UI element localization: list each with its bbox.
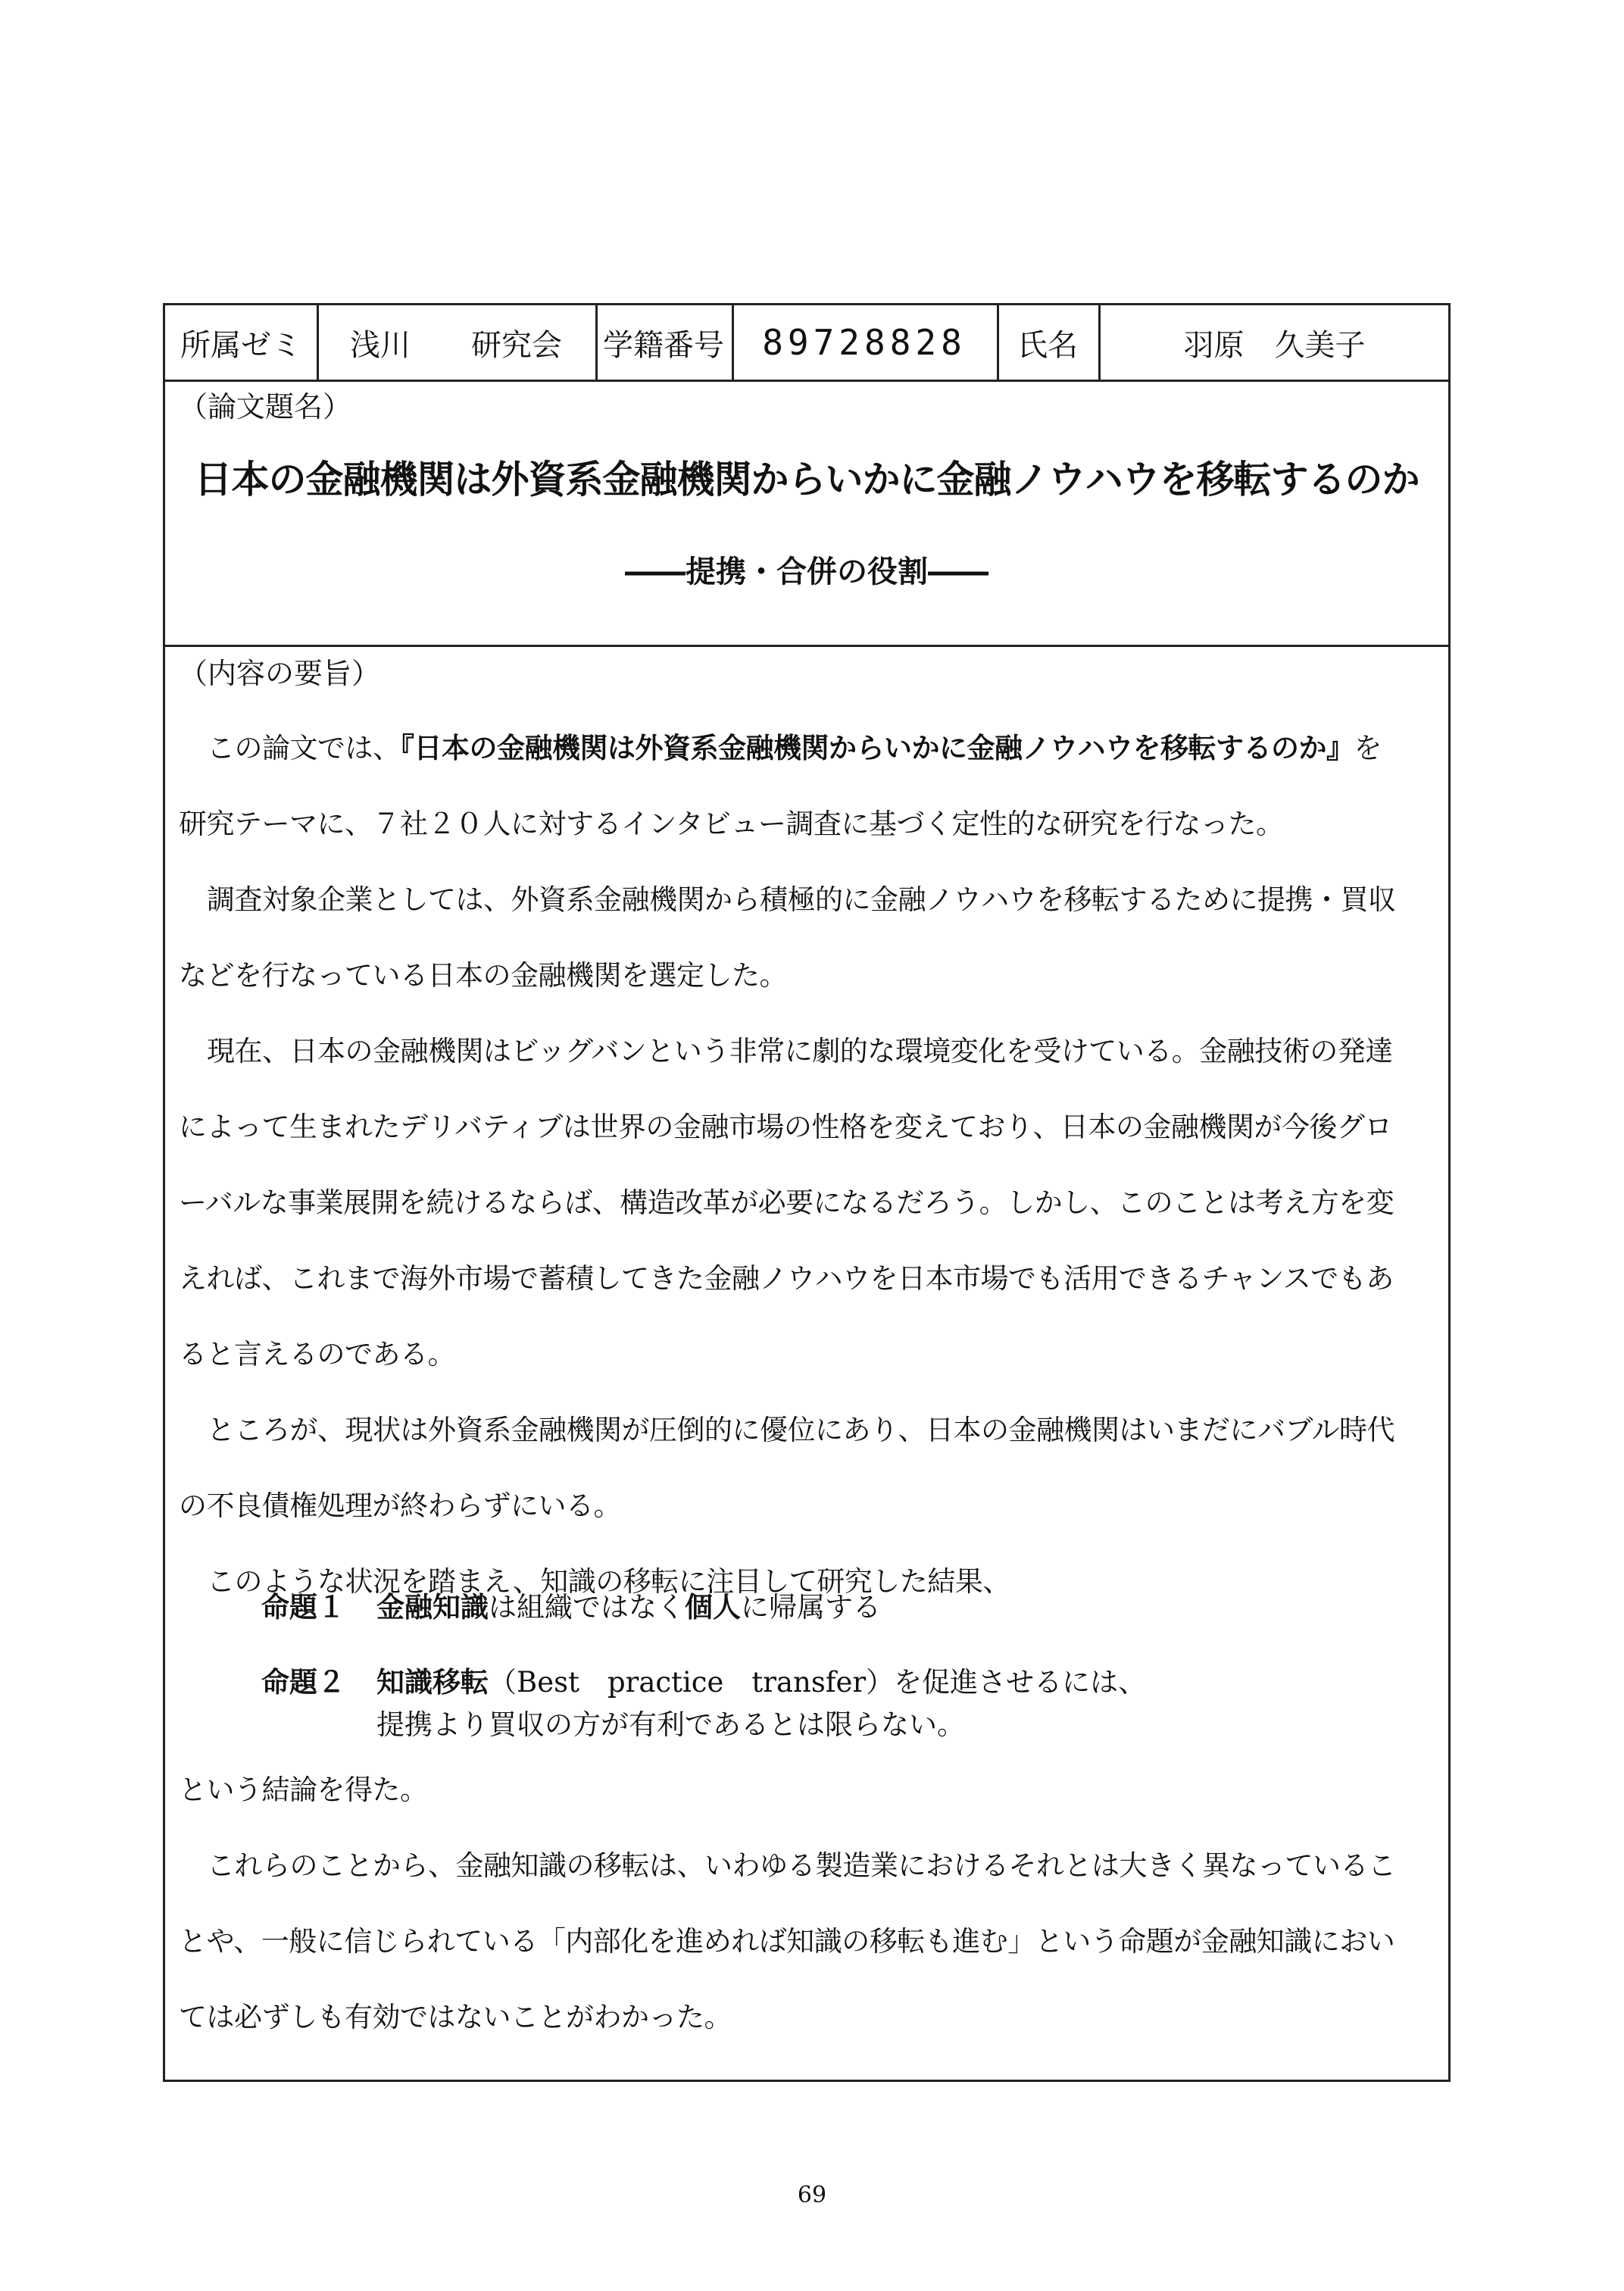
- proposition-text-line2: 提携より買収の方が有利であるとは限らない。: [376, 1708, 965, 1741]
- paragraph-text: この論文では、: [207, 732, 401, 764]
- theme-text: 『日本の金融機関は外資系金融機関からいかに金融ノウハウを移転するのか』: [400, 732, 1354, 764]
- thesis-summary-form: [163, 303, 1451, 2082]
- proposition-number: 命題１: [261, 1591, 345, 1624]
- summary-paragraph: ところが、現状は外資系金融機関が圧倒的に優位にあり、日本の金融機関はいまだにバブル時代 の不良債権処理が終わらずにいる。: [179, 1414, 1395, 1522]
- page-number: 69: [797, 2182, 827, 2208]
- section-divider: [165, 645, 1448, 647]
- thesis-subtitle: ――提携・合併の役割――: [625, 555, 988, 589]
- thesis-title: 日本の金融機関は外資系金融機関からいかに金融ノウハウを移転するのか: [194, 458, 1419, 502]
- seminar-value: 浅川 研究会: [350, 327, 562, 363]
- proposition-english: （Best practice transfer）: [489, 1666, 895, 1699]
- student-id-value: 89728828: [762, 322, 967, 363]
- proposition-number: 命題２: [261, 1666, 345, 1699]
- summary-paragraph: 調査対象企業としては、外資系金融機関から積極的に金融ノウハウを移転するために提携・買収 などを行なっている日本の金融機関を選定した。: [179, 883, 1396, 992]
- proposition-keyword: 知識移転: [376, 1666, 489, 1699]
- summary-paragraph: [179, 711, 1433, 862]
- student-id-label: 学籍番号: [603, 327, 724, 363]
- proposition-keyword: 金融知識: [376, 1591, 489, 1624]
- summary-section-label: （内容の要旨）: [179, 657, 381, 690]
- name-value: 羽原 久美子: [1183, 327, 1366, 363]
- proposition-keyword: 個人: [685, 1591, 741, 1624]
- seminar-label: 所属ゼミ: [180, 327, 301, 363]
- title-section-label: （論文題名）: [179, 390, 352, 424]
- name-label: 氏名: [1017, 327, 1078, 363]
- proposition-text: に帰属する: [741, 1591, 881, 1624]
- header-divider: [165, 380, 1448, 382]
- proposition-text: は組織ではなく: [489, 1591, 685, 1624]
- summary-body: [179, 711, 1433, 1620]
- proposition-2: [261, 1659, 1147, 1741]
- proposition-1: [261, 1584, 881, 1625]
- conclusion-lead: という結論を得た。: [179, 1774, 428, 1806]
- summary-conclusion: [179, 1752, 1433, 2055]
- summary-paragraph: 現在、日本の金融機関はビッグバンという非常に劇的な環境変化を受けている。金融技術の発達 によって生まれたデリバティブは世界の金融市場の性格を変えており、日本の金融機関が今後グロ ーバルな事業展開を続けるならば、構造改革が必要になるだろう。しかし、このことは考え方を変 えれば、これまで海外市場で蓄積してきた金融ノウハウを日本市場でも活用できるチャンスでもあ ると言えるのである。: [179, 1035, 1394, 1371]
- summary-paragraph: このような状況を踏まえ、知識の移転に注目して研究した結果、: [207, 1565, 1010, 1598]
- proposition-text: を促進させるには、: [894, 1666, 1147, 1699]
- paragraph-text: を 研究テーマに、７社２０人に対するインタビュー調査に基づく定性的な研究を行なった。: [179, 732, 1382, 840]
- closing-paragraph: これらのことから、金融知識の移転は、いわゆる製造業におけるそれとは大きく異なっているこ とや、一般に信じられている「内部化を進めれば知識の移転も進む」という命題が金融知識におい ては必ずしも有効ではないことがわかった。: [179, 1849, 1396, 2033]
